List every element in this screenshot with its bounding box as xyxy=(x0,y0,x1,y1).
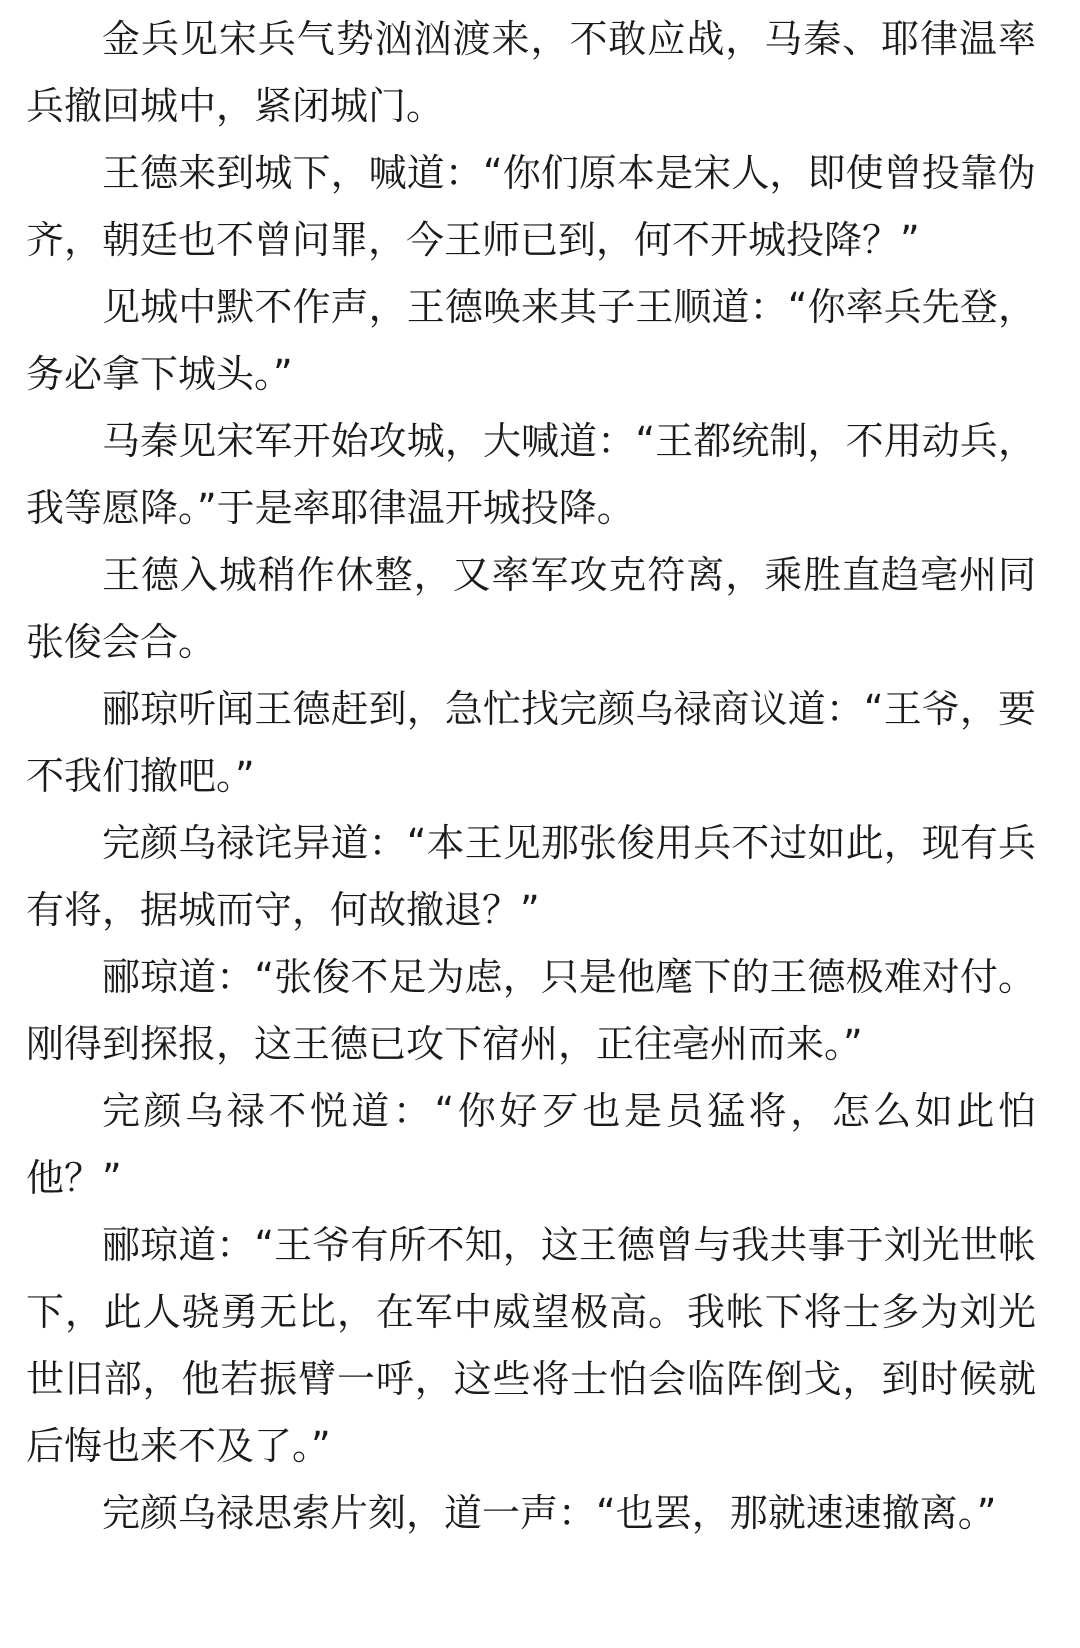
paragraph-4: 马秦见宋军开始攻城，大喊道：“王都统制，不用动兵，我等愿降。”于是率耶律温开城投降。 xyxy=(26,419,1036,530)
paragraph-9: 完颜乌禄不悦道：“你好歹也是员猛将，怎么如此怕他？” xyxy=(26,1089,1036,1200)
paragraph-8: 郦琼道：“张俊不足为虑，只是他麾下的王德极难对付。刚得到探报，这王德已攻下宿州，正往亳州而来。” xyxy=(26,955,1036,1066)
paragraph-10: 郦琼道：“王爷有所不知，这王德曾与我共事于刘光世帐下，此人骁勇无比，在军中威望极高。我帐下将士多为刘光世旧部，他若振臂一呼，这些将士怕会临阵倒戈，到时候就后悔也来不及了。” xyxy=(26,1223,1036,1468)
paragraph-3: 见城中默不作声，王德唤来其子王顺道：“你率兵先登，务必拿下城头。” xyxy=(26,285,1036,396)
paragraph-2: 王德来到城下，喊道：“你们原本是宋人，即使曾投靠伪齐，朝廷也不曾问罪，今王师已到，何不开城投降？” xyxy=(26,151,1036,262)
paragraph-11: 完颜乌禄思索片刻，道一声：“也罢，那就速速撤离。” xyxy=(102,1491,997,1535)
paragraph-7: 完颜乌禄诧异道：“本王见那张俊用兵不过如此，现有兵有将，据城而守，何故撤退？” xyxy=(26,821,1036,932)
paragraph-6: 郦琼听闻王德赶到，急忙找完颜乌禄商议道：“王爷，要不我们撤吧。” xyxy=(26,687,1036,798)
paragraph-1: 金兵见宋兵气势汹汹渡来，不敢应战，马秦、耶律温率兵撤回城中，紧闭城门。 xyxy=(26,17,1036,128)
paragraph-5: 王德入城稍作休整，又率军攻克符离，乘胜直趋亳州同张俊会合。 xyxy=(26,553,1036,664)
